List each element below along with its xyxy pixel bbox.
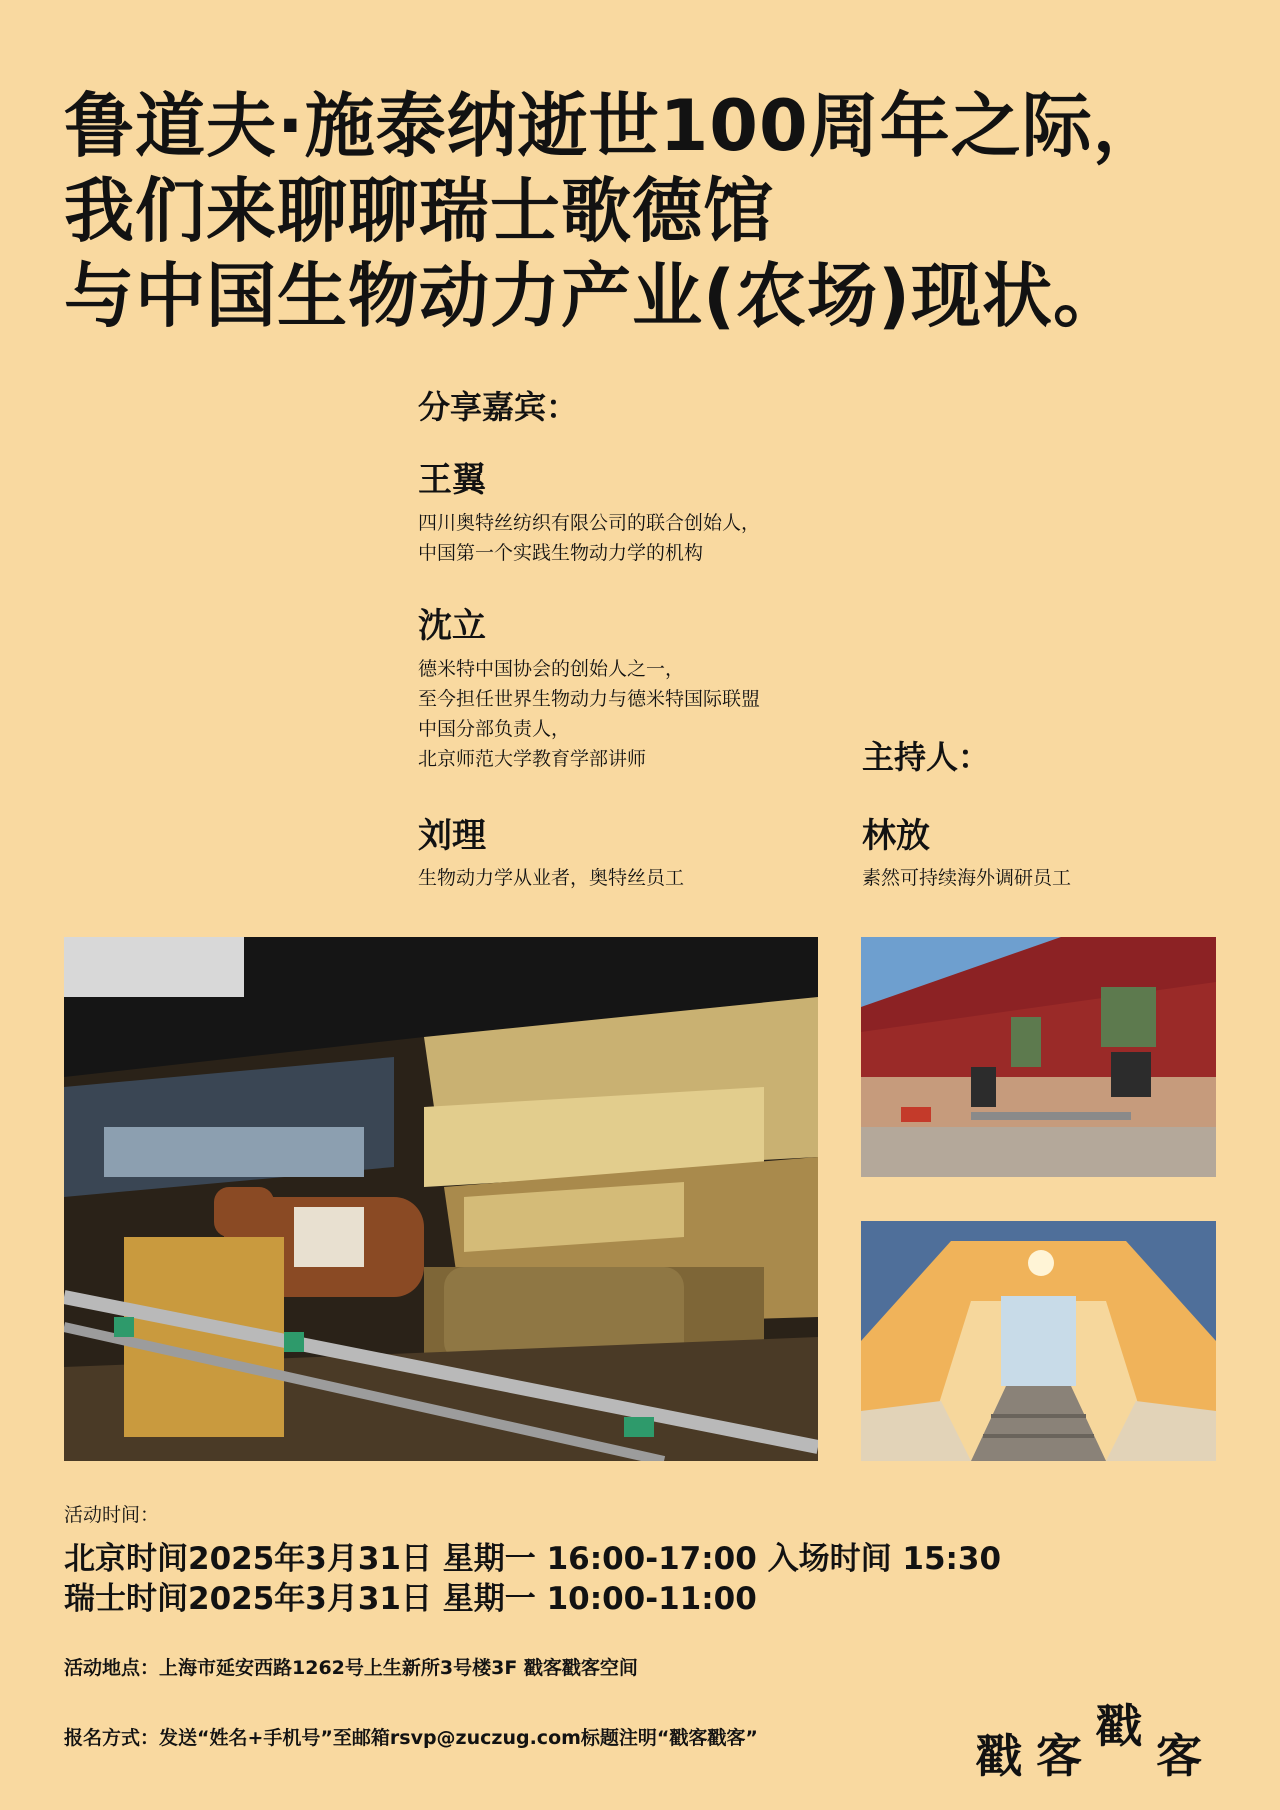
speaker-name-liuli: 刘理: [418, 816, 486, 856]
speaker-desc-line: 德米特中国协会的创始人之一，: [418, 658, 685, 680]
title-line-3: 与中国生物动力产业(农场)现状。: [64, 255, 1124, 337]
host-label: 主持人：: [862, 738, 991, 776]
logo-char: 客: [1156, 1729, 1202, 1783]
logo-char: 戳: [1096, 1699, 1142, 1753]
logo-char: 客: [1036, 1729, 1082, 1783]
speaker-desc-line: 中国分部负责人，: [418, 718, 571, 740]
speaker-desc-liuli: [418, 863, 684, 893]
barn-hay-cow-photo: [64, 937, 818, 1461]
event-time-label: 活动时间：: [64, 1504, 160, 1526]
speaker-desc-shenli: [418, 654, 760, 774]
speaker-name-wangyi: 王翼: [418, 460, 486, 500]
speaker-desc-line: 中国第一个实践生物动力学的机构: [418, 542, 704, 564]
goetheanum-stairway-photo: [861, 1221, 1216, 1461]
red-brick-building-photo: [861, 937, 1216, 1177]
speaker-desc-line: 至今担任世界生物动力与德米特国际联盟: [418, 688, 761, 710]
speaker-name-shenli: 沈立: [418, 606, 486, 646]
event-location: 活动地点：上海市延安西路1262号上生新所3号楼3F 戳客戳客空间: [64, 1657, 638, 1679]
zuczug-logo: [976, 1690, 1216, 1783]
title-line-2: 我们来聊聊瑞士歌德馆: [64, 170, 774, 252]
swiss-time: 瑞士时间2025年3月31日 星期一 10:00-11:00: [64, 1581, 757, 1617]
host-name: 林放: [862, 816, 930, 856]
speaker-desc-line: 四川奥特丝纺织有限公司的联合创始人，: [418, 512, 761, 534]
speaker-desc-wangyi: [418, 508, 760, 568]
title-line-1: 鲁道夫·施泰纳逝世100周年之际，: [64, 85, 1164, 167]
event-title: [64, 84, 1244, 339]
signup-info: 报名方式：发送“姓名+手机号”至邮箱rsvp@zuczug.com标题注明“戳客戳客”: [64, 1727, 758, 1749]
beijing-time: 北京时间2025年3月31日 星期一 16:00-17:00 入场时间 15:30: [64, 1541, 1002, 1577]
logo-char: 戳: [976, 1729, 1022, 1783]
speaker-desc-line: 北京师范大学教育学部讲师: [418, 748, 647, 770]
host-desc: 素然可持续海外调研员工: [862, 867, 1072, 889]
speakers-label: 分享嘉宾：: [418, 388, 579, 426]
speaker-desc-line: 生物动力学从业者，奥特丝员工: [418, 867, 685, 889]
